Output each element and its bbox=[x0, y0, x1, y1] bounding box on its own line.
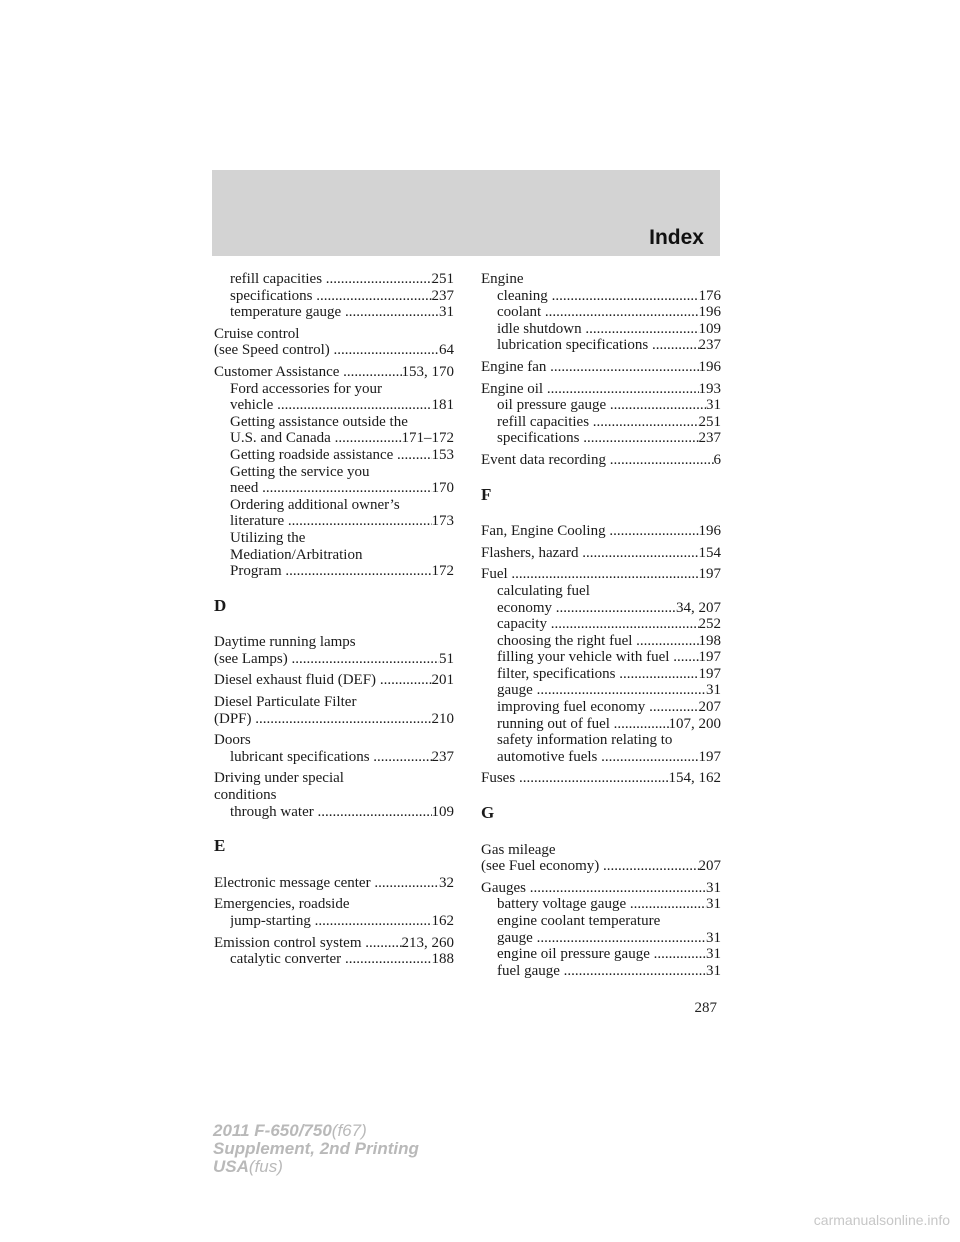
print-footer bbox=[213, 1122, 419, 1176]
entry-pages: 197 bbox=[698, 566, 721, 583]
entry-line bbox=[497, 321, 721, 338]
entry-text-line: Engine bbox=[481, 271, 524, 287]
index-subentry bbox=[214, 749, 454, 766]
entry-line bbox=[497, 716, 721, 733]
entry-label: (DPF) ..... bbox=[214, 711, 432, 728]
entry-line bbox=[481, 452, 721, 469]
entry-line bbox=[497, 682, 721, 699]
entry-pages: 213, 260 bbox=[401, 934, 454, 951]
index-subentry bbox=[481, 699, 721, 716]
entry-text-line: Ordering additional owner’s bbox=[230, 496, 400, 513]
index-entry bbox=[214, 326, 454, 359]
entry-pages: 201 bbox=[431, 672, 454, 689]
entry-line bbox=[230, 271, 454, 288]
entry-label: economy ..... bbox=[497, 600, 676, 617]
entry-label: engine oil pressure gauge ..... bbox=[497, 946, 706, 963]
entry-label: Program ..... bbox=[230, 563, 432, 580]
entry-pages: 207 bbox=[698, 858, 721, 875]
index-subentry bbox=[481, 633, 721, 650]
index-entry bbox=[481, 566, 721, 583]
entry-line bbox=[230, 513, 454, 530]
entry-line bbox=[497, 288, 721, 305]
entry-pages: 197 bbox=[698, 748, 721, 765]
index-entry bbox=[214, 634, 454, 667]
entry-line bbox=[497, 946, 721, 963]
entry-line bbox=[497, 397, 721, 414]
index-subentry bbox=[214, 381, 454, 414]
entry-pages: 31 bbox=[706, 879, 721, 896]
entry-pages: 31 bbox=[706, 896, 721, 913]
index-subentry bbox=[214, 304, 454, 321]
entry-line bbox=[481, 770, 721, 787]
entry-line bbox=[214, 364, 454, 381]
entry-line bbox=[497, 666, 721, 683]
index-subentry bbox=[214, 271, 454, 288]
entry-pages: 173 bbox=[431, 513, 454, 530]
entry-line bbox=[214, 651, 454, 668]
index-subentry bbox=[214, 913, 454, 930]
index-entry bbox=[214, 694, 454, 727]
entry-label: filling your vehicle with fuel ..... bbox=[497, 649, 699, 666]
entry-label: filter, specifications ..... bbox=[497, 666, 699, 683]
entry-pages: 34, 207 bbox=[676, 599, 721, 616]
index-entry bbox=[214, 896, 454, 913]
entry-line bbox=[481, 566, 721, 583]
index-subentry bbox=[214, 447, 454, 464]
entry-label: temperature gauge ..... bbox=[230, 304, 439, 321]
entry-label: vehicle ..... bbox=[230, 397, 432, 414]
entry-label: Fuses ..... bbox=[481, 770, 669, 787]
entry-line bbox=[230, 288, 454, 305]
entry-line bbox=[497, 963, 721, 980]
entry-label: fuel gauge ..... bbox=[497, 963, 706, 980]
index-subentry bbox=[481, 682, 721, 699]
index-entry bbox=[481, 770, 721, 787]
entry-line bbox=[481, 545, 721, 562]
entry-line bbox=[214, 711, 454, 728]
entry-text-line: Cruise control bbox=[214, 325, 300, 342]
entry-pages: 237 bbox=[698, 430, 721, 447]
index-subentry bbox=[214, 414, 454, 447]
entry-line bbox=[214, 935, 454, 952]
entry-text-line: Getting the service you bbox=[230, 463, 370, 480]
entry-line bbox=[214, 342, 454, 359]
entry-line bbox=[230, 480, 454, 497]
entry-text-line: Diesel Particulate Filter bbox=[214, 694, 357, 711]
entry-pages: 193 bbox=[698, 380, 721, 397]
entry-label: (see Fuel economy) ..... bbox=[481, 858, 699, 875]
entry-pages: 197 bbox=[698, 649, 721, 666]
section-header bbox=[212, 170, 720, 256]
entry-pages: 171–172 bbox=[401, 430, 454, 447]
index-subentry bbox=[481, 583, 721, 616]
entry-label: catalytic converter ..... bbox=[230, 951, 432, 968]
entry-label: Getting roadside assistance ..... bbox=[230, 447, 432, 464]
section-title: Index bbox=[649, 226, 704, 249]
entry-label: gauge ..... bbox=[497, 682, 706, 699]
entry-label: Engine fan ..... bbox=[481, 359, 699, 376]
entry-text-line: Driving under special bbox=[214, 770, 344, 787]
entry-pages: 153 bbox=[431, 446, 454, 463]
entry-pages: 252 bbox=[698, 616, 721, 633]
index-entry bbox=[214, 875, 454, 892]
entry-label: lubricant specifications ..... bbox=[230, 749, 432, 766]
entry-text-line: safety information relating to bbox=[497, 732, 673, 749]
entry-pages: 237 bbox=[431, 287, 454, 304]
entry-line bbox=[481, 359, 721, 376]
entry-line bbox=[497, 616, 721, 633]
index-subentry bbox=[481, 913, 721, 946]
entry-label: Engine oil ..... bbox=[481, 381, 699, 398]
entry-pages: 196 bbox=[698, 523, 721, 540]
index-letter-heading: F bbox=[481, 484, 492, 504]
index-subentry bbox=[214, 464, 454, 497]
entry-text-line: calculating fuel bbox=[497, 582, 590, 599]
entry-label: gauge ..... bbox=[497, 930, 706, 947]
footer-market: USA bbox=[213, 1157, 249, 1176]
index-subentry bbox=[481, 337, 721, 354]
entry-line bbox=[497, 699, 721, 716]
entry-text-line: Ford accessories for your bbox=[230, 380, 383, 397]
entry-line bbox=[497, 337, 721, 354]
index-column-left bbox=[214, 271, 454, 968]
index-subentry bbox=[214, 530, 454, 580]
entry-label: automotive fuels ..... bbox=[497, 749, 699, 766]
entry-pages: 153, 170 bbox=[401, 363, 454, 380]
index-subentry bbox=[214, 951, 454, 968]
entry-label: specifications ..... bbox=[497, 430, 699, 447]
entry-pages: 107, 200 bbox=[668, 715, 721, 732]
entry-label: cleaning ..... bbox=[497, 288, 699, 305]
entry-line bbox=[497, 430, 721, 447]
entry-pages: 31 bbox=[439, 304, 454, 321]
entry-line bbox=[497, 633, 721, 650]
entry-line bbox=[230, 749, 454, 766]
entry-pages: 251 bbox=[431, 271, 454, 287]
entry-pages: 162 bbox=[431, 913, 454, 929]
index-subentry bbox=[481, 649, 721, 666]
entry-line bbox=[497, 930, 721, 947]
entry-label: battery voltage gauge ..... bbox=[497, 896, 706, 913]
index-column-right bbox=[481, 271, 721, 979]
entry-pages: 6 bbox=[713, 451, 721, 468]
entry-text-line: conditions bbox=[214, 787, 277, 804]
entry-label: oil pressure gauge ..... bbox=[497, 397, 706, 414]
index-subentry bbox=[481, 321, 721, 338]
entry-line bbox=[497, 414, 721, 431]
index-letter-heading: E bbox=[214, 836, 226, 856]
entry-line bbox=[214, 672, 454, 689]
entry-label: running out of fuel ..... bbox=[497, 716, 669, 733]
entry-label: refill capacities ..... bbox=[230, 271, 432, 288]
entry-label: Event data recording ..... bbox=[481, 452, 714, 469]
entry-pages: 32 bbox=[439, 874, 454, 891]
entry-pages: 31 bbox=[706, 682, 721, 699]
footer-model: 2011 F-650/750 bbox=[213, 1121, 332, 1140]
entry-pages: 31 bbox=[706, 946, 721, 963]
entry-line bbox=[230, 447, 454, 464]
page-number: 287 bbox=[694, 1000, 717, 1016]
entry-label: coolant ..... bbox=[497, 304, 699, 321]
index-entry bbox=[214, 732, 454, 749]
entry-label: Flashers, hazard ..... bbox=[481, 545, 699, 562]
entry-label: U.S. and Canada ..... bbox=[230, 430, 402, 447]
entry-text-line: Daytime running lamps bbox=[214, 634, 356, 651]
index-entry bbox=[481, 880, 721, 897]
entry-line bbox=[230, 430, 454, 447]
entry-label: idle shutdown ..... bbox=[497, 321, 699, 338]
index-subentry bbox=[481, 616, 721, 633]
footer-edition: Supplement, 2nd Printing bbox=[213, 1139, 419, 1158]
entry-line bbox=[481, 523, 721, 540]
entry-pages: 197 bbox=[698, 665, 721, 682]
entry-label: capacity ..... bbox=[497, 616, 699, 633]
entry-label: Emission control system ..... bbox=[214, 935, 402, 952]
index-entry bbox=[481, 271, 721, 288]
entry-pages: 64 bbox=[439, 342, 454, 359]
entry-label: need ..... bbox=[230, 480, 432, 497]
entry-label: Fuel ..... bbox=[481, 566, 699, 583]
entry-pages: 31 bbox=[706, 929, 721, 946]
entry-pages: 51 bbox=[439, 650, 454, 667]
entry-pages: 170 bbox=[431, 480, 454, 497]
entry-label: jump-starting ..... bbox=[230, 913, 432, 930]
index-subentry bbox=[481, 716, 721, 733]
entry-label: Gauges ..... bbox=[481, 880, 706, 897]
entry-pages: 188 bbox=[431, 951, 454, 968]
entry-text-line: engine coolant temperature bbox=[497, 913, 661, 929]
entry-label: choosing the right fuel ..... bbox=[497, 633, 699, 650]
entry-pages: 31 bbox=[706, 397, 721, 414]
index-subentry bbox=[481, 666, 721, 683]
index-subentry bbox=[214, 288, 454, 305]
entry-line bbox=[230, 397, 454, 414]
entry-line bbox=[497, 304, 721, 321]
entry-line bbox=[230, 304, 454, 321]
index-subentry bbox=[214, 804, 454, 821]
entry-label: specifications ..... bbox=[230, 288, 432, 305]
entry-text-line: Utilizing the bbox=[230, 529, 306, 546]
entry-line bbox=[481, 880, 721, 897]
index-subentry bbox=[481, 397, 721, 414]
entry-line bbox=[230, 951, 454, 968]
entry-text-line: Getting assistance outside the bbox=[230, 413, 408, 430]
entry-pages: 31 bbox=[706, 962, 721, 979]
entry-text-line: Gas mileage bbox=[481, 841, 556, 858]
index-entry bbox=[481, 523, 721, 540]
entry-pages: 154, 162 bbox=[668, 770, 721, 787]
entry-line bbox=[481, 381, 721, 398]
entry-pages: 196 bbox=[698, 358, 721, 375]
entry-line bbox=[214, 875, 454, 892]
entry-pages: 176 bbox=[698, 287, 721, 304]
index-subentry bbox=[481, 896, 721, 913]
entry-label: Diesel exhaust fluid (DEF) ..... bbox=[214, 672, 432, 689]
entry-pages: 181 bbox=[431, 397, 454, 414]
entry-label: (see Lamps) ..... bbox=[214, 651, 439, 668]
entry-label: improving fuel economy ..... bbox=[497, 699, 699, 716]
entry-text-line: Mediation/Arbitration bbox=[230, 546, 363, 563]
entry-line bbox=[230, 804, 454, 821]
index-entry bbox=[481, 452, 721, 469]
entry-pages: 210 bbox=[431, 710, 454, 727]
index-entry bbox=[481, 842, 721, 875]
index-entry bbox=[214, 364, 454, 381]
entry-label: lubrication specifications ..... bbox=[497, 337, 699, 354]
entry-pages: 207 bbox=[698, 699, 721, 716]
entry-text-line: Emergencies, roadside bbox=[214, 896, 350, 913]
index-entry bbox=[481, 381, 721, 398]
entry-pages: 109 bbox=[431, 803, 454, 820]
footer-market-code: (fus) bbox=[248, 1157, 283, 1176]
index-subentry bbox=[481, 963, 721, 980]
index-letter-heading: D bbox=[214, 595, 227, 615]
footer-model-code: (f67) bbox=[331, 1121, 367, 1140]
index-entry bbox=[481, 359, 721, 376]
index-subentry bbox=[481, 414, 721, 431]
entry-line bbox=[497, 649, 721, 666]
entry-label: through water ..... bbox=[230, 804, 432, 821]
entry-line bbox=[230, 913, 454, 930]
index-subentry bbox=[214, 497, 454, 530]
entry-text-line: Doors bbox=[214, 732, 251, 749]
entry-label: literature ..... bbox=[230, 513, 432, 530]
entry-pages: 172 bbox=[431, 563, 454, 580]
entry-label: refill capacities ..... bbox=[497, 414, 699, 431]
entry-pages: 237 bbox=[698, 337, 721, 354]
entry-pages: 251 bbox=[698, 413, 721, 430]
index-entry bbox=[214, 672, 454, 689]
watermark[interactable]: carmanualsonline.info bbox=[813, 1212, 950, 1228]
entry-pages: 154 bbox=[698, 544, 721, 561]
entry-pages: 109 bbox=[698, 320, 721, 337]
index-letter-heading: G bbox=[481, 803, 495, 823]
entry-pages: 198 bbox=[698, 632, 721, 649]
index-subentry bbox=[481, 304, 721, 321]
entry-label: Electronic message center ..... bbox=[214, 875, 439, 892]
entry-label: Customer Assistance ..... bbox=[214, 364, 402, 381]
index-entry bbox=[214, 770, 454, 803]
index-subentry bbox=[481, 430, 721, 447]
entry-line bbox=[497, 600, 721, 617]
entry-line bbox=[230, 563, 454, 580]
entry-pages: 196 bbox=[698, 304, 721, 321]
entry-line bbox=[481, 858, 721, 875]
index-entry bbox=[214, 935, 454, 952]
entry-line bbox=[497, 749, 721, 766]
index-subentry bbox=[481, 732, 721, 765]
entry-label: (see Speed control) ..... bbox=[214, 342, 439, 359]
index-entry bbox=[481, 545, 721, 562]
entry-line bbox=[497, 896, 721, 913]
index-subentry bbox=[481, 288, 721, 305]
index-subentry bbox=[481, 946, 721, 963]
entry-label: Fan, Engine Cooling ..... bbox=[481, 523, 699, 540]
entry-pages: 237 bbox=[431, 748, 454, 765]
